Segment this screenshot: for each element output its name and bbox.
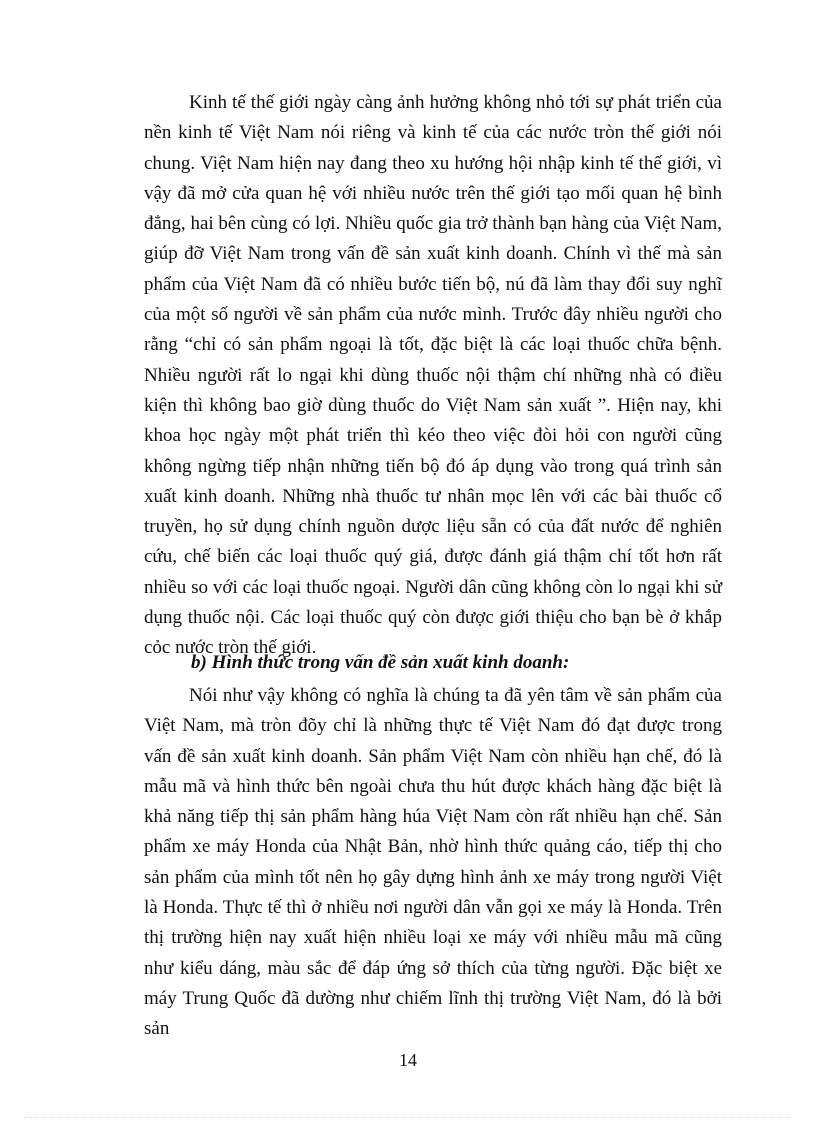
page-bottom-divider <box>24 1117 792 1118</box>
page-number: 14 <box>399 1050 417 1070</box>
body-paragraph-2 <box>144 681 722 1045</box>
paragraph-text: Nói như vậy không có nghĩa là chúng ta đã yên tâm về sản phẩm của Việt Nam, mà tròn đõy chỉ là những thực tế Việt Nam đó đạt được trong vấn đề sản xuất kinh doanh. Sản phẩm Việt Nam còn nhiều hạn chế, đó là mẫu mã và hình thức bên ngoài chưa thu hút được khách hàng đặc biệt là khả năng tiếp thị sản phẩm hàng húa Việt Nam còn rất nhiều hạn chế. Sản phẩm xe máy Honda của Nhật Bản, nhờ hình thức quảng cáo, tiếp thị cho sản phẩm của mình tốt nên họ gây dựng hình ảnh xe máy trong người Việt là Honda. Thực tế thì ở nhiều nơi người dân vẫn gọi xe máy là Honda. Trên thị trường hiện nay xuất hiện nhiều loại xe máy với nhiều mẫu mã cũng như kiểu dáng, màu sắc để đáp ứng sở thích của từng người. Đặc biệt xe máy Trung Quốc đã dường như chiếm lĩnh thị trường Việt Nam, đó là bởi sản <box>144 685 722 1040</box>
section-heading: b) Hình thức trong vấn đề sản xuất kinh doanh: <box>191 652 570 673</box>
body-paragraph-1 <box>144 88 722 664</box>
paragraph-text: Kinh tế thế giới ngày càng ảnh hưởng không nhỏ tới sự phát triển của nền kinh tế Việt Nam nói riêng và kinh tế của các nước tròn thế giới nói chung. Việt Nam hiện nay đang theo xu hướng hội nhập kinh tế thế giới, vì vậy đã mở cửa quan hệ với nhiều nước trên thế giới tạo mối quan hệ bình đẳng, hai bên cùng có lợi. Nhiều quốc gia trở thành bạn hàng của Việt Nam, giúp đỡ Việt Nam trong vấn đề sản xuất kinh doanh. Chính vì thế mà sản phẩm của Việt Nam đã có nhiều bước tiến bộ, nú đã làm thay đổi suy nghĩ của một số người về sản phẩm của nước mình. Trước đây nhiều người cho rằng “chỉ có sản phẩm ngoại là tốt, đặc biệt là các loại thuốc chữa bệnh. Nhiều người rất lo ngại khi dùng thuốc nội thậm chí những nhà có điều kiện thì không bao giờ dùng thuốc do Việt Nam sản xuất ”. Hiện nay, khi khoa học ngày một phát triển thì kéo theo việc đòi hỏi con người cũng không ngừng tiếp nhận những tiến bộ đó áp dụng vào trong quá trình sản xuất kinh doanh. Những nhà thuốc tư nhân mọc lên với các bài thuốc cổ truyền, họ sử dụng chính nguồn dược liệu sẵn có của đất nước để nghiên cứu, chế biến các loại thuốc quý giá, được đánh giá thậm chí tốt hơn rất nhiều so với các loại thuốc ngoại. Người dân cũng không còn lo ngại khi sử dụng thuốc nội. Các loại thuốc quý còn được giới thiệu cho bạn bè ở khắp cỏc nước tròn thế giới. <box>144 92 722 659</box>
